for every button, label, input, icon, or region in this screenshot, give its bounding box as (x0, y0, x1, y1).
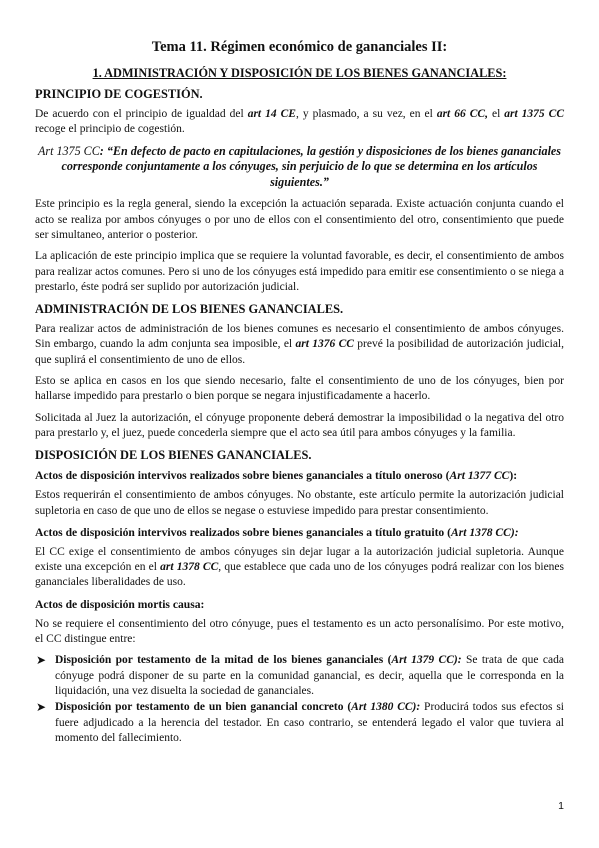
paragraph-falta-consentimiento: Esto se aplica en casos en los que siendo necesario, falte el consentimiento de uno de los cónyuges, bien por hallarse impedido para prestarlo o bien porque se negara injustificadamente a hacerlo. (35, 375, 564, 403)
heading-administracion: ADMINISTRACIÓN DE LOS BIENES GANANCIALES. (35, 302, 344, 317)
heading-titulo-oneroso: Actos de disposición intervivos realizados sobre bienes gananciales a título oneroso (Art 1377 CC): (35, 469, 518, 483)
paragraph-gratuito: El CC exige el consentimiento de ambos cónyuges sin dejar lugar a la autorización judicial supletoria. Aunque existe una excepción en el art 1378 CC, que establece que cada uno de los cónyuges podrá realizar con los bienes gananciales liberalidades de uso. (35, 545, 565, 589)
paragraph-solicitud-juez: Solicitada al Juez la autorización, el cónyuge proponente deberá demostrar la imposibilidad o la negativa del otro para prestarlo y, el juez, puede concederla siempre que el acto sea útil para ambos cónyuges y la familia. (35, 411, 564, 439)
article-quote-ref: Art 1375 CC (37, 143, 100, 158)
article-quote-text: : “En defecto de pacto en capitulaciones, la gestión y disposiciones de los bienes gananciales corresponde conjuntamente a los cónyuges, sin perjuicio de lo que se determina en los artículos siguientes.” (61, 143, 562, 189)
page-number: 1 (558, 800, 564, 812)
list-item: ➤ Disposición por testamento de un bien ganancial concreto (Art 1380 CC): Producirá todos sus efectos si fuere adjudicado a la herencia del testador. En caso contrario, se entenderá legado el valor que tuviera al momento del fallecimiento. (36, 700, 565, 744)
heading-cogestion: PRINCIPIO DE COGESTIÓN. (35, 87, 203, 101)
paragraph-mortis-causa: No se requiere el consentimiento del otro cónyuge, pues el testamento es un acto personalísimo. Por este motivo, el CC distingue entre: (35, 617, 564, 646)
paragraph-principio-igualdad: De acuerdo con el principio de igualdad del art 14 CE, y plasmado, a su vez, en el art 66 CC, el art 1375 CC recoge el principio de cogestión. (35, 108, 565, 136)
paragraph-actos-administracion: Para realizar actos de administración de los bienes comunes es necesario el consentimiento de ambos cónyuges. Sin embargo, cuando la adm conjunta sea imposible, el art 1376 CC prevé la posibilidad de autorización judicial, que suplirá el consentimiento de uno de ellos. (35, 323, 564, 366)
bullet-list (35, 653, 564, 746)
arrow-bullet-icon: ➤ (36, 653, 47, 668)
heading-titulo-gratuito: Actos de disposición intervivos realizados sobre bienes gananciales a título gratuito (Art 1378 CC): (35, 525, 519, 539)
heading-mortis-causa: Actos de disposición mortis causa: (35, 597, 205, 611)
article-quote (35, 144, 564, 191)
heading-disposicion: DISPOSICIÓN DE LOS BIENES GANANCIALES. (35, 448, 312, 463)
document-title: Tema 11. Régimen económico de gananciales II: (151, 39, 448, 55)
list-item: ➤ Disposición por testamento de la mitad de los bienes gananciales (Art 1379 CC): Se trata de que cada cónyuge podrá disponer de su parte en la comunidad ganancial, es decir, aquella que le corresponda en la liquidación, una vez disuelta la sociedad de gananciales. (36, 653, 564, 697)
paragraph-oneroso: Estos requerirán el consentimiento de ambos cónyuges. No obstante, este artículo permite la autorización judicial supletoria en caso de que uno de ellos se negase o estuviese impedido para prestar consentimiento. (35, 489, 564, 517)
section-heading: 1. ADMINISTRACIÓN Y DISPOSICIÓN DE LOS BIENES GANANCIALES: (92, 66, 507, 80)
arrow-bullet-icon: ➤ (36, 700, 47, 715)
paragraph-aplicacion: La aplicación de este principio implica que se requiere la voluntad favorable, es decir, el consentimiento de ambos para realizar actos comunes. Pero si uno de los cónyuges está impedido para emitir ese consentimiento o se niega a prestarlo, éste podrá ser suplido por autorización judicial. (35, 250, 564, 293)
paragraph-regla-general: Este principio es la regla general, siendo la excepción la actuación separada. Existe actuación conjunta cuando el acto se realiza por ambos cónyuges o por uno de ellos con el consentimiento del otro, consentimiento que puede ser simultaneo, anterior o posterior. (35, 198, 564, 241)
